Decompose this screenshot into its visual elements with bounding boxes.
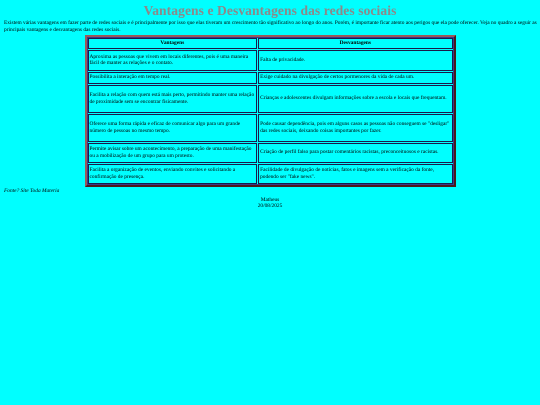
source-note: Fonte? Site Toda Materia [4, 187, 60, 194]
disadvantage-cell: Pode causar dependência, pois em alguns casos as pessoas não conseguem se "desligar" das redes sociais, deixando coisas importantes por fazer. [258, 114, 452, 142]
advantage-cell: Aproxima as pessoas que vivem em locais diferentes, pois é uma maneira fácil de manter as relações e o contato. [88, 50, 258, 71]
table-header-row [88, 38, 453, 48]
table-row [88, 143, 453, 163]
advantage-cell: Permite avisar sobre um acontecimento, a preparação de uma manifestação ou a mobilização de um grupo para um protesto. [88, 143, 258, 163]
advantage-cell: Facilita a relação com quem está mais perto, permitindo manter uma relação de proximidade sem se encontrar fisicamente. [88, 85, 258, 113]
header-disadvantages: Desvantagens [258, 38, 452, 48]
disadvantage-cell: Crianças e adolescentes divulgam informações sobre a escola e locais que frequentam. [258, 85, 452, 113]
footer [0, 197, 540, 210]
advantage-cell: Oferece uma forma rápida e eficaz de comunicar algo para um grande número de pessoas no mesmo tempo. [88, 114, 258, 142]
page-title: Vantagens e Desvantagens das redes sociais [143, 3, 397, 18]
table-row [88, 114, 453, 142]
disadvantage-cell: Exige cuidado na divulgação de certos pormenores da vida de cada um. [258, 72, 452, 84]
table-row [88, 72, 453, 84]
disadvantage-cell: Falta de privacidade. [258, 50, 452, 71]
header-advantages: Vantagens [88, 38, 258, 48]
page-date: 20/08/2025 [257, 203, 283, 210]
table-row [88, 85, 453, 113]
comparison-table [85, 35, 456, 186]
disadvantage-cell: Criação de perfil falso para postar comentários racistas, preconceituosos e racistas. [258, 143, 452, 163]
table-row [88, 50, 453, 71]
disadvantage-cell: Facilidade de divulgação de notícias, fatos e imagens sem a verificação da fonte, podendo ser "fake news". [258, 164, 452, 184]
author-name: Matheus [260, 196, 280, 203]
intro-paragraph: Existem várias vantagens em fazer parte de redes sociais e é principalmente por isso que elas tiveram um crescimento tão significativo ao longo do anos. Porém, é importante ficar atento aos perigos que ela pode oferecer. Veja no quadro a seguir as principais vantagens e desvantagens das redes sociais. [4, 20, 537, 33]
advantage-cell: Facilita a organização de eventos, enviando convites e solicitando a confirmação de presença. [88, 164, 258, 184]
advantage-cell: Possibilita a interação em tempo real. [88, 72, 258, 84]
table-row [88, 164, 453, 184]
comparison-table-container [85, 35, 456, 186]
